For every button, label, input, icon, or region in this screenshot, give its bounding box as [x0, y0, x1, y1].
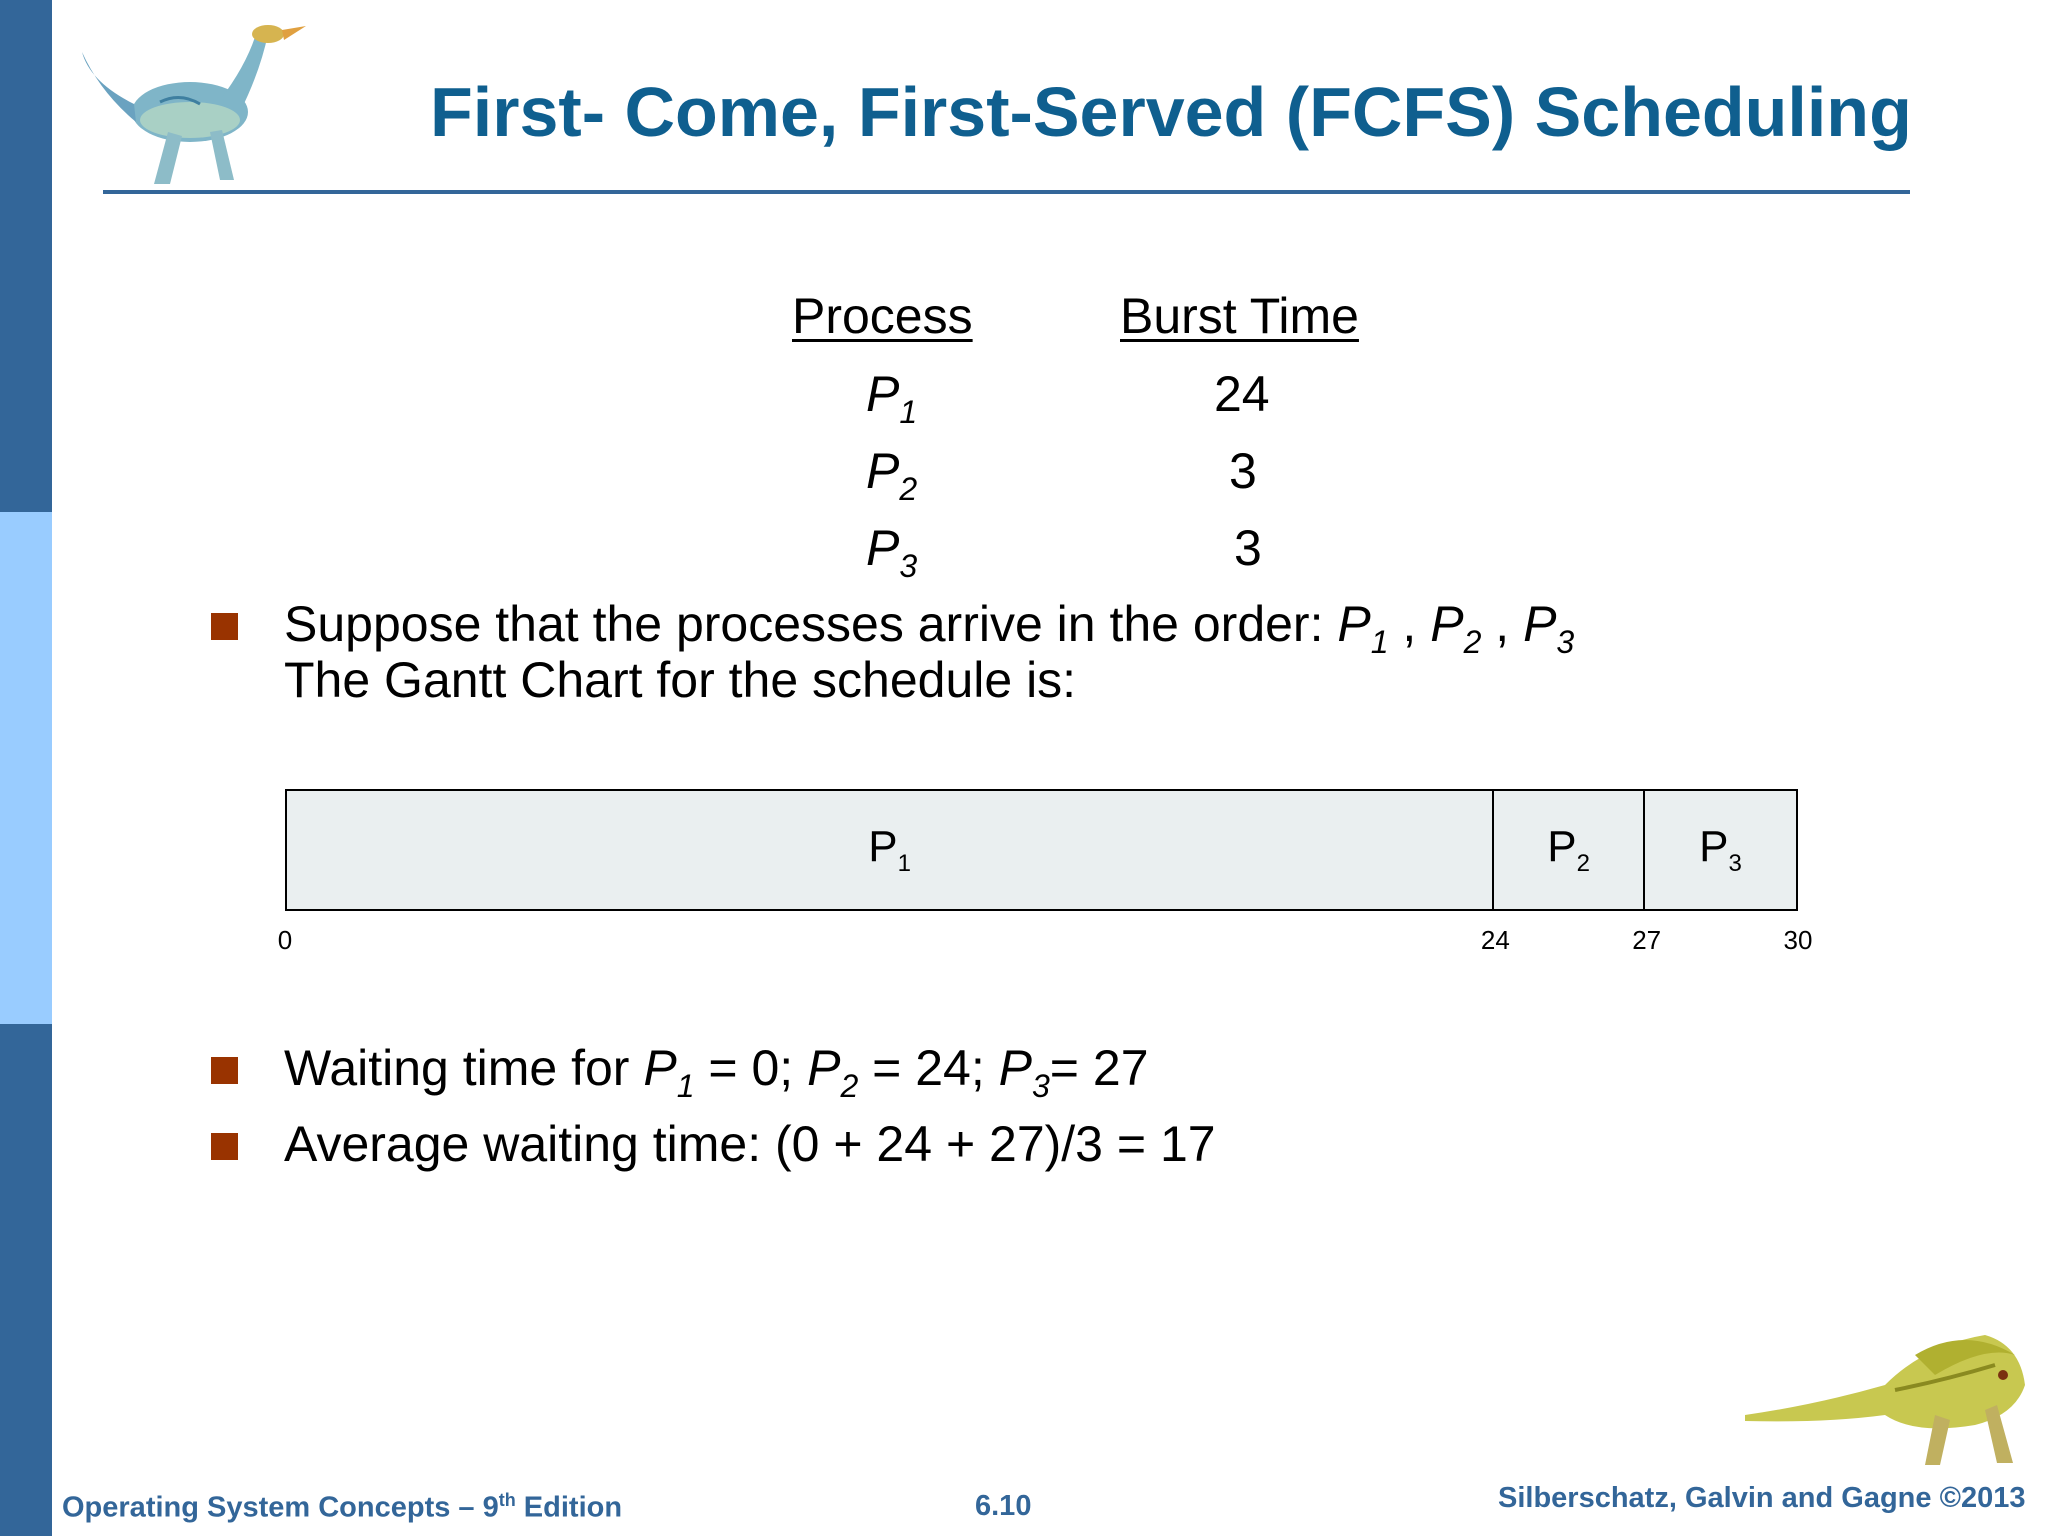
- gantt-tick-label: 0: [277, 925, 293, 955]
- bullet-marker: [211, 1057, 238, 1084]
- title-divider: [103, 190, 1910, 194]
- bullet-average-waiting: Average waiting time: (0 + 24 + 27)/3 = 17: [284, 1116, 1216, 1172]
- bullet-waiting-time: Waiting time for $P_1 = 0$; $P_2 = 24$; $P_3= 27$: [284, 1040, 1149, 1104]
- table-header-process: Process: [792, 288, 973, 344]
- gantt-bar: [287, 791, 1494, 909]
- gantt-bar-label: $P_3$: [1699, 822, 1742, 877]
- gantt-tick-label: 27: [1632, 925, 1662, 955]
- gantt-bar: [1645, 791, 1796, 909]
- gantt-tick-label: 30: [1783, 925, 1813, 955]
- table-cell-burst: 24: [1214, 366, 1270, 422]
- gantt-bar-label-sub: 3: [1728, 850, 1742, 877]
- sidebar-segment-top: [0, 0, 52, 512]
- bullet-gantt-intro: The Gantt Chart for the schedule is:: [284, 652, 1077, 708]
- bullet-marker: [211, 613, 238, 640]
- table-cell-burst: 3: [1234, 520, 1262, 576]
- gantt-bar-label: $P_2$: [1547, 822, 1590, 877]
- footer-book-title: Operating System Concepts – 9th Edition: [62, 1490, 623, 1524]
- slide-title: First- Come, First-Served (FCFS) Scheduling: [430, 73, 1912, 151]
- gantt-bar-label: $P_1$: [868, 822, 911, 877]
- gantt-chart: [285, 789, 1798, 911]
- table-cell-process: $P_1$: [866, 366, 918, 430]
- bullet-marker: [211, 1133, 238, 1160]
- table-cell-process: $P_3$: [866, 520, 918, 584]
- gantt-bar-label-sub: 2: [1576, 850, 1590, 877]
- footer-page-number: 6.10: [975, 1490, 1032, 1522]
- table-cell-burst: 3: [1229, 443, 1257, 499]
- table-cell-process: $P_2$: [866, 443, 918, 507]
- dinosaur-logo-bottom: [1735, 1305, 2035, 1475]
- bullet-arrival-order: Suppose that the processes arrive in the order: $P_1$ , $P_2$ , $P_3$: [284, 596, 1575, 660]
- sidebar-segment-bottom: [0, 1024, 52, 1536]
- dinosaur-logo-top: [70, 12, 310, 192]
- gantt-bar-label-sub: 1: [897, 850, 911, 877]
- gantt-bar: [1494, 791, 1645, 909]
- sidebar-segment-middle: [0, 512, 52, 1024]
- table-header-burst: Burst Time: [1120, 288, 1359, 344]
- sidebar-bar: [0, 0, 52, 1536]
- footer-copyright: Silberschatz, Galvin and Gagne ©2013: [1498, 1482, 2026, 1514]
- gantt-tick-label: 24: [1480, 925, 1510, 955]
